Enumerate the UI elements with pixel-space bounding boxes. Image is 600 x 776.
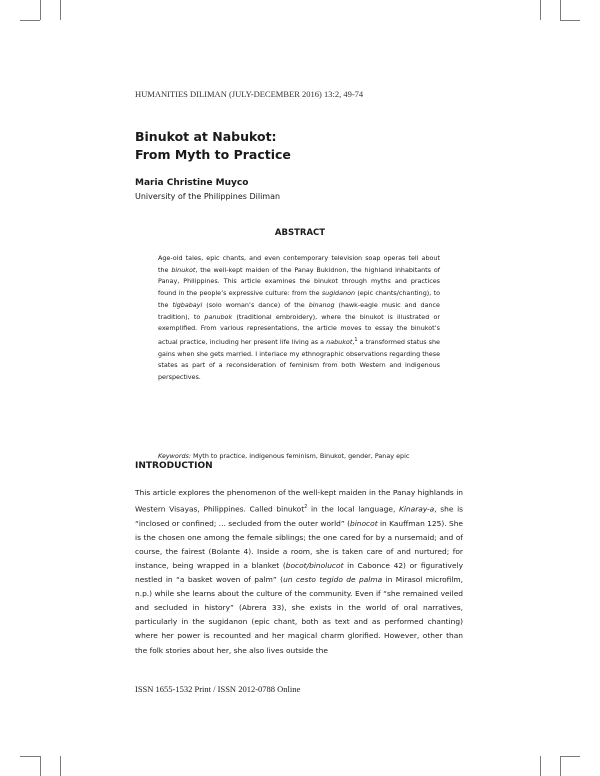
crop-mark-tl-vertical-2 [60,0,61,20]
keywords-label: Keywords: [158,452,191,460]
journal-citation: HUMANITIES DILIMAN (JULY-DECEMBER 2016) 13:2, 49-74 [135,89,364,99]
abstract-paragraph: Age-old tales, epic chants, and even contemporary television soap operas tell about the binukot, the well-kept maiden of the Panay Bukidnon, the highland inhabitants of Panay, Philippines. This article examines the binukot through myths and practices found in the people’s expressive culture: from the sugidanon (epic chants/chanting), to the tigbabayi (solo woman’s dance) of the binanog (hawk-eagle music and dance tradition), to panubok (traditional embroidery), where the binukot is illustrated or exemplified. From various representations, the article moves to essay the binukot’s actual practice, including her present life living as a nabukot,$^1$ a transformed status she gains when she gets married. I interlace my ethnographic observations regarding these states as part of a reconsideration of feminism from both Western and indigenous perspectives. [158,254,440,382]
crop-mark-tr-vertical-2 [560,0,561,20]
crop-mark-tr-horizontal [560,20,580,21]
keywords-line [158,451,448,461]
introduction-heading: INTRODUCTION [135,461,213,471]
introduction-paragraph: This article explores the phenomenon of the well-kept maiden in the Panay highlands in Western Visayas, Philippines. Called binukot$^2$ in the local language, Kinaray-a, she is “inclosed or confined; ... secluded from the outer world” (binocot in Kauffman 125). She is the chosen one among the female siblings; the one cared for by a nursemaid; and of course, the fairest (Bolante 4). Inside a room, she is taken care of and nurtured; for instance, being wrapped in a blanket (bocot/binolucot in Cabonce 42) or figuratively nestled in “a basket woven of palm” (un cesto tegido de palma in Mirasol microfilm, n.p.) while she learns about the culture of the community. Even if “she remained veiled and secluded in history” (Abrera 33), she exists in the world of oral narratives, particularly in the sugidanon (epic chant, both as text and as performed chanting) where her power is recounted and her magical charm glorified. However, other than the folk stories about her, she also lives outside the [135,488,464,655]
title-line-1: Binukot at Nabukot: [135,129,277,144]
crop-mark-br-vertical [540,756,541,776]
crop-mark-bl-vertical [40,756,41,776]
crop-mark-tl-horizontal [20,20,40,21]
crop-mark-tr-vertical [540,0,541,20]
abstract-heading: ABSTRACT [274,228,326,238]
crop-mark-bl-horizontal [20,756,40,757]
crop-mark-br-vertical-2 [560,756,561,776]
author-affiliation: University of the Philippines Diliman [135,192,281,201]
crop-mark-tl-vertical [40,0,41,20]
issn-footer: ISSN 1655-1532 Print / ISSN 2012-0788 Online [135,684,301,694]
author-name: Maria Christine Muyco [135,178,249,188]
crop-mark-bl-vertical-2 [60,756,61,776]
title-line-2: From Myth to Practice [135,147,291,162]
keywords-text: Myth to practice, indigenous feminism, Binukot, gender, Panay epic [190,452,410,460]
crop-mark-br-horizontal [560,756,580,757]
article-title [135,128,291,164]
